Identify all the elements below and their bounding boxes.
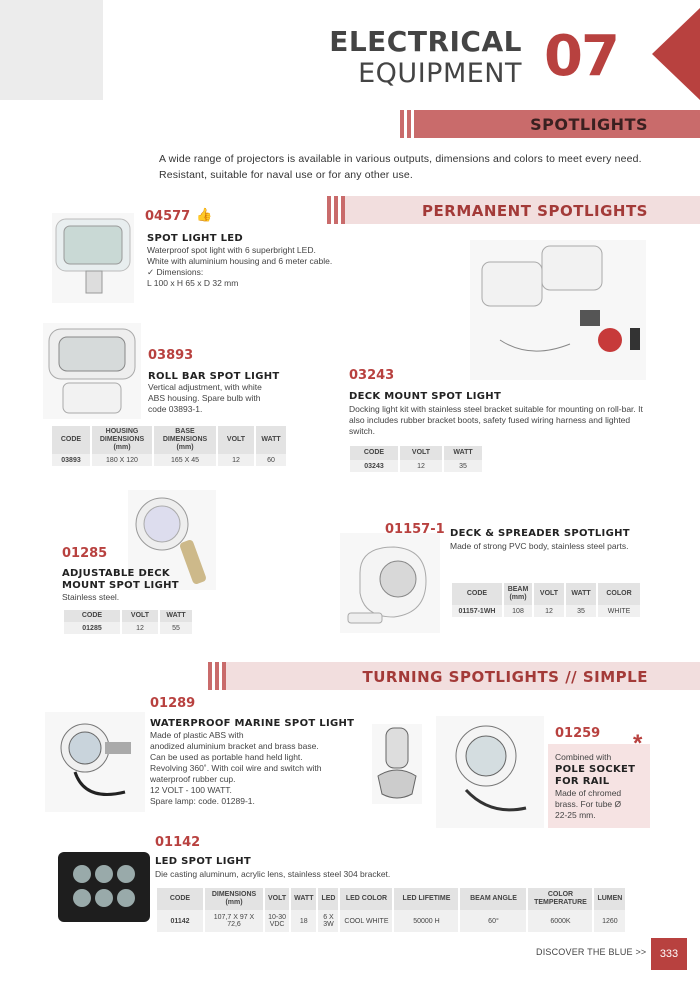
table-cell: 18: [291, 910, 316, 932]
table-cell: 03243: [350, 460, 398, 472]
desc-line: ✓ Dimensions:: [147, 267, 204, 277]
thumbs-up-icon: 👍: [196, 207, 213, 222]
desc-line: brass. For tube Ø: [555, 799, 622, 809]
table-header: LED LIFETIME: [394, 888, 458, 910]
chapter-number: 07: [544, 24, 618, 89]
desc-line: Revolving 360˚. With coil wire and switch with: [150, 763, 322, 773]
table-header: WATT: [160, 610, 192, 622]
product-code-01142: 01142: [155, 835, 201, 850]
product-desc-03893: [148, 382, 288, 415]
product-image-01157-1: [340, 533, 440, 633]
spec-table-01142: [155, 888, 627, 932]
chapter-title: [329, 25, 522, 89]
product-title-01285: [62, 568, 179, 592]
product-code-04577: 04577: [145, 209, 191, 224]
table-cell: 55: [160, 622, 192, 634]
table-header: WATT: [291, 888, 316, 910]
desc-line: waterproof rubber cup.: [150, 774, 236, 784]
product-image-01259-socket: [372, 724, 422, 804]
table-header: HOUSING DIMENSIONS (mm): [92, 426, 152, 454]
table-header: VOLT: [218, 426, 254, 454]
table-cell: COOL WHITE: [340, 910, 392, 932]
product-code-01157-1: 01157-1: [385, 522, 445, 537]
section-intro: A wide range of projectors is available in various outputs, dimensions and colors to meet every need. Resistant, suitable for naval use or for any other use.: [159, 153, 642, 181]
table-header: CODE: [52, 426, 90, 454]
spec-table-01285: [62, 610, 194, 634]
table-header: WATT: [566, 583, 596, 605]
section-title: SPOTLIGHTS: [530, 115, 648, 134]
product-title-04577: SPOT LIGHT LED: [147, 233, 244, 244]
product-title-01142: LED SPOT LIGHT: [155, 856, 252, 867]
table-cell: 60: [256, 454, 286, 466]
desc-line: 22-25 mm.: [555, 810, 596, 820]
table-header: VOLT: [122, 610, 158, 622]
table-cell: 50000 H: [394, 910, 458, 932]
turning-band: [226, 662, 700, 690]
spec-table-03243: [348, 446, 484, 472]
table-header: COLOR: [598, 583, 640, 605]
table-cell: 03893: [52, 454, 90, 466]
table-cell: 12: [400, 460, 442, 472]
product-image-01142: [58, 852, 150, 922]
desc-line: L 100 x H 65 x D 32 mm: [147, 278, 239, 288]
desc-line: Spare lamp: code. 01289-1.: [150, 796, 255, 806]
table-row: [452, 605, 640, 617]
footer-tagline: DISCOVER THE BLUE >>: [536, 947, 647, 957]
permanent-band: [345, 196, 700, 224]
table-cell: 180 X 120: [92, 454, 152, 466]
spec-table-01157-1: [450, 583, 642, 617]
product-title-01259: [555, 764, 635, 788]
product-desc-03243: Docking light kit with stainless steel bracket suitable for mounting on roll-bar. It also includes rubber bracket boots, safety fused wiring harness and lighted switch.: [349, 404, 643, 436]
product-image-01289: [45, 712, 145, 812]
product-code-01259: 01259: [555, 726, 601, 741]
desc-line: Made of chromed: [555, 788, 622, 798]
table-header: VOLT: [400, 446, 442, 460]
table-cell: 1260: [594, 910, 625, 932]
table-cell: WHITE: [598, 605, 640, 617]
corner-decoration: [0, 0, 103, 100]
table-header: LED COLOR: [340, 888, 392, 910]
table-header: CODE: [350, 446, 398, 460]
table-cell: 01285: [64, 622, 120, 634]
chapter-title-line1: ELECTRICAL: [329, 25, 522, 58]
table-cell: 165 X 45: [154, 454, 216, 466]
table-cell: 01142: [157, 910, 203, 932]
desc-line: 12 VOLT - 100 WATT.: [150, 785, 232, 795]
table-header: CODE: [157, 888, 203, 910]
title-line: ADJUSTABLE DECK: [62, 568, 170, 579]
table-cell: 6 X 3W: [318, 910, 338, 932]
product-title-03893: ROLL BAR SPOT LIGHT: [148, 371, 280, 382]
product-desc-01289: [150, 730, 360, 807]
table-row: [157, 910, 625, 932]
table-header: BEAM ANGLE: [460, 888, 526, 910]
title-line: MOUNT SPOT LIGHT: [62, 580, 179, 591]
table-cell: 108: [504, 605, 532, 617]
title-line: FOR RAIL: [555, 776, 610, 787]
table-cell: 01157-1WH: [452, 605, 502, 617]
table-row: [52, 454, 286, 466]
turning-band-title: TURNING SPOTLIGHTS // SIMPLE: [362, 668, 648, 686]
table-header: LED: [318, 888, 338, 910]
table-cell: 10-30 VDC: [265, 910, 289, 932]
chapter-title-line2: EQUIPMENT: [358, 58, 522, 89]
product-title-01157-1: DECK & SPREADER SPOTLIGHT: [450, 528, 630, 539]
product-title-03243: DECK MOUNT SPOT LIGHT: [349, 391, 502, 402]
table-header: BASE DIMENSIONS (mm): [154, 426, 216, 454]
product-image-03893: [43, 323, 141, 419]
table-cell: 12: [122, 622, 158, 634]
product-code-03243: 03243: [349, 368, 395, 383]
table-header: COLOR TEMPERATURE: [528, 888, 592, 910]
desc-line: ABS housing. Spare bulb with: [148, 393, 261, 403]
table-header: BEAM (mm): [504, 583, 532, 605]
section-band: [418, 110, 700, 138]
table-cell: 60°: [460, 910, 526, 932]
asterisk-mark: *: [633, 730, 643, 757]
table-cell: 12: [218, 454, 254, 466]
table-header: CODE: [452, 583, 502, 605]
desc-line: Can be used as portable hand held light.: [150, 752, 303, 762]
table-cell: 107,7 X 97 X 72,6: [205, 910, 263, 932]
product-desc-01259: [555, 788, 647, 821]
chapter-arrow-icon: [652, 8, 700, 100]
product-note-01259: Combined with: [555, 752, 612, 762]
product-desc-01285: Stainless steel.: [62, 592, 120, 602]
permanent-band-title: PERMANENT SPOTLIGHTS: [422, 202, 648, 220]
product-image-03243: [470, 240, 646, 380]
table-cell: 35: [566, 605, 596, 617]
table-header: WATT: [444, 446, 482, 460]
table-header: VOLT: [265, 888, 289, 910]
title-line: POLE SOCKET: [555, 764, 636, 775]
product-image-01259-light: [436, 716, 544, 828]
table-cell: 35: [444, 460, 482, 472]
table-header: DIMENSIONS (mm): [205, 888, 263, 910]
product-code-01289: 01289: [150, 696, 196, 711]
page-number: 333: [651, 938, 687, 970]
desc-line: code 03893-1.: [148, 404, 203, 414]
table-cell: 6000K: [528, 910, 592, 932]
desc-line: White with aluminium housing and 6 meter cable.: [147, 256, 333, 266]
desc-line: Waterproof spot light with 6 superbright LED.: [147, 245, 316, 255]
product-desc-01142: Die casting aluminum, acrylic lens, stainless steel 304 bracket.: [155, 869, 391, 879]
product-code-03893: 03893: [148, 348, 194, 363]
product-image-04577: [52, 213, 134, 303]
desc-line: Vertical adjustment, with white: [148, 382, 262, 392]
table-row: [350, 460, 482, 472]
spec-table-03893: [50, 426, 288, 466]
table-header: WATT: [256, 426, 286, 454]
product-title-01289: WATERPROOF MARINE SPOT LIGHT: [150, 718, 355, 729]
product-desc-01157-1: Made of strong PVC body, stainless steel parts.: [450, 541, 629, 551]
table-cell: 12: [534, 605, 564, 617]
table-header: CODE: [64, 610, 120, 622]
table-header: VOLT: [534, 583, 564, 605]
table-row: [64, 622, 192, 634]
product-desc-04577: [147, 245, 347, 289]
table-header: LUMEN: [594, 888, 625, 910]
product-code-01285: 01285: [62, 546, 108, 561]
desc-line: Made of plastic ABS with: [150, 730, 244, 740]
desc-line: anodized aluminium bracket and brass base.: [150, 741, 319, 751]
